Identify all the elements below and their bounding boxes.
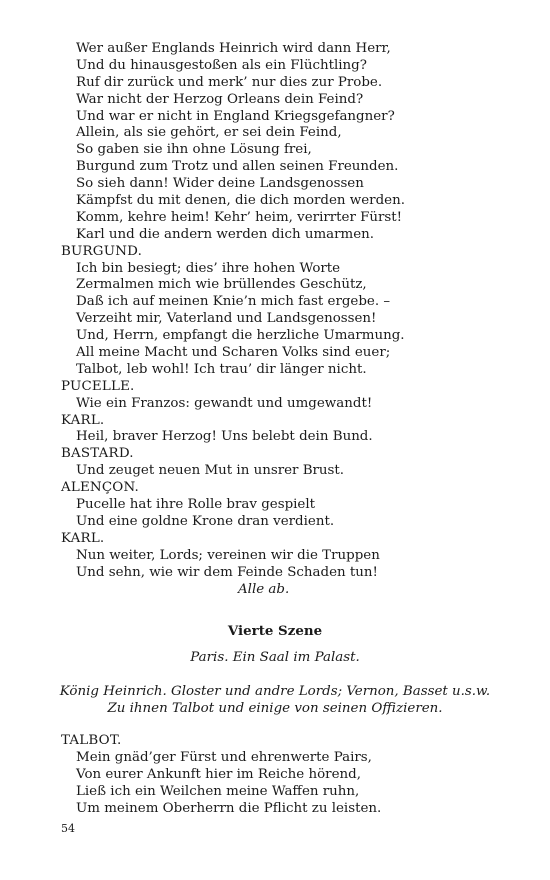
verse-line: All meine Macht und Scharen Volks sind euer; [76,345,391,361]
verse-line: Talbot, leb wohl! Ich trau’ dir länger nicht. [76,361,367,377]
speaker-name: ALENÇON. [61,480,139,496]
verse-line: Heil, braver Herzog! Uns belebt dein Bund. [76,429,373,445]
verse-line: Und eine goldne Krone dran verdient. [76,513,335,529]
verse-line: Um meinem Oberherrn die Pflicht zu leisten. [76,800,382,816]
verse-line: Verzeiht mir, Vaterland und Landsgenossen! [76,311,377,327]
speaker-name: BASTARD. [61,446,134,462]
verse-line: Von eurer Ankunft hier im Reiche hörend, [76,766,361,782]
verse-line: Ließ ich ein Weilchen meine Waffen ruhn, [76,783,360,799]
verse-line: Und zeuget neuen Mut in unsrer Brust. [76,463,345,479]
page-number: 54 [61,822,75,835]
verse-line: Burgund zum Trotz und allen seinen Freunden. [76,159,399,175]
stage-direction-line-2: Zu ihnen Talbot und einige von seinen Offizieren. [107,701,443,716]
scene-location: Paris. Ein Saal im Palast. [190,650,360,665]
speaker-name: PUCELLE. [61,378,135,394]
dialogue-block-lower [61,733,501,817]
verse-line: Pucelle hat ihre Rolle brav gespielt [76,497,316,513]
stage-direction-line-1: König Heinrich. Gloster und andre Lords; Vernon, Basset u.s.w. [59,684,491,699]
speaker-name: TALBOT. [61,733,122,748]
verse-line: Allein, als sie gehört, er sei dein Feind, [76,125,342,141]
verse-line: Und, Herrn, empfangt die herzliche Umarmung. [76,328,405,344]
verse-line: Und sehn, wie wir dem Feinde Schaden tun! [76,564,378,580]
verse-line: So gaben sie ihn ohne Lösung frei, [76,142,312,158]
verse-line: So sieh dann! Wider deine Landsgenossen [76,176,364,192]
speaker-name: BURGUND. [61,243,143,259]
verse-line: Wer außer Englands Heinrich wird dann Herr, [76,41,391,56]
verse-line: Ich bin besiegt; dies’ ihre hohen Worte [76,260,341,276]
dialogue-block-upper [61,41,501,598]
verse-line: Nun weiter, Lords; vereinen wir die Truppen [76,547,380,563]
verse-line: Ruf dir zurück und merk’ nur dies zur Probe. [76,74,383,90]
verse-line: Karl und die andern werden dich umarmen. [76,226,375,242]
speaker-name: KARL. [61,530,105,546]
verse-line: Wie ein Franzos: gewandt und umgewandt! [76,395,373,411]
verse-line: Und du hinausgestoßen als ein Flüchtling? [76,57,367,73]
scene-title: Vierte Szene [227,623,323,639]
speaker-name: KARL. [61,412,105,428]
stage-direction: Alle ab. [238,581,290,597]
verse-line: Komm, kehre heim! Kehr’ heim, verirrter Fürst! [76,209,403,225]
verse-line: Zermalmen mich wie brüllendes Geschütz, [76,277,367,293]
verse-line: Mein gnäd’ger Fürst und ehrenwerte Pairs, [76,749,372,765]
verse-line: War nicht der Herzog Orleans dein Feind? [76,91,364,107]
verse-line: Kämpfst du mit denen, die dich morden werden. [76,193,405,209]
verse-line: Daß ich auf meinen Knie’n mich fast ergebe. – [76,294,391,310]
verse-line: Und war er nicht in England Kriegsgefangner? [76,108,395,124]
